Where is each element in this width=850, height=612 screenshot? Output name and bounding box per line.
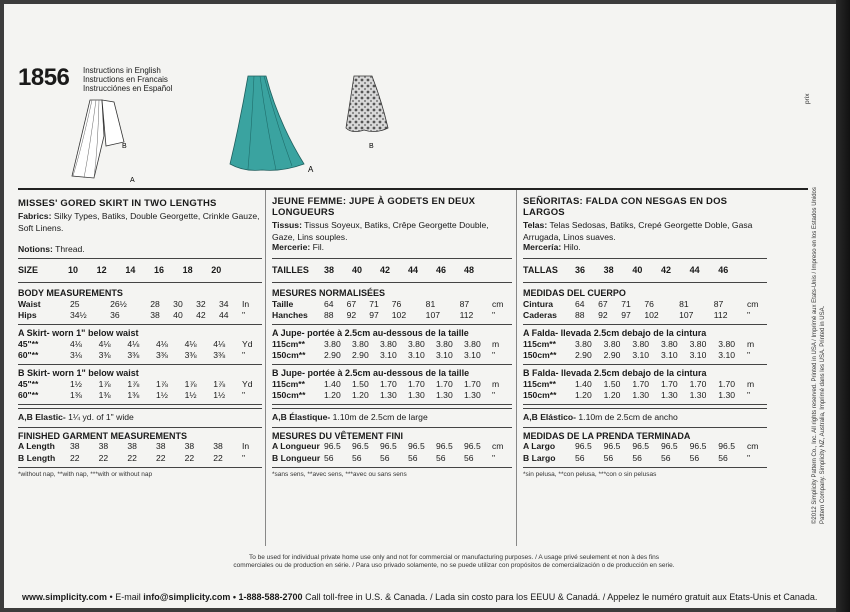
language-french: Instructions en Francais xyxy=(83,75,168,84)
table-row: 150cm** 2.90 2.90 3.10 3.10 3.10 3.10 " xyxy=(272,350,496,361)
legal-line-1: To be used for individual private home use only and not for commercial or manufacturing purposes. / A usage privé seulement et non à des fins xyxy=(248,554,660,561)
french-size-row: TAILLES 38 40 42 44 46 48 xyxy=(272,264,475,275)
english-title: MISSES' GORED SKIRT IN TWO LENGTHS xyxy=(18,198,217,209)
english-column xyxy=(18,190,262,478)
table-row: 150cm** 2.90 2.90 3.10 3.10 3.10 3.10 " xyxy=(523,350,751,361)
phone-text: Call toll-free in U.S. & Canada. / Lada sin costo para los EEUU & Canadá. / Appelez le numéro gratuit aux Etats-Unis et Canada. xyxy=(305,592,818,602)
view-a-label: A xyxy=(130,177,135,184)
footer-contact: www.simplicity.com • E-mail info@simplicity.com • 1-888-588-2700 Call toll-free in U.S. & Canada. / Lada sin costo para los EEUU & Canadá. / Appelez le numéro gratuit aux Etats-Unis et Canada. xyxy=(22,592,818,602)
spanish-column xyxy=(523,190,767,478)
english-skirt-b-yardage-title: B Skirt- worn 1" below waist xyxy=(18,368,139,378)
english-size-row: SIZE 10 12 14 16 18 20 xyxy=(18,264,222,275)
english-footnote: *without nap, **with nap, ***with or without nap xyxy=(18,470,153,478)
french-elastic: A,B Élastique- 1.10m de 2.5cm de large xyxy=(272,412,428,422)
table-row: A Length 38 38 38 38 38 38 In xyxy=(18,441,250,452)
french-notions: Mercerie: Fil. xyxy=(272,242,325,252)
divider-1 xyxy=(265,190,266,546)
pattern-number: 1856 xyxy=(18,64,70,91)
spanish-notions: Mercería: Hilo. xyxy=(523,242,581,252)
french-skirt-a-yardage-title: A Jupe- portée à 2.5cm au-dessous de la taille xyxy=(272,328,469,338)
table-row: 45"** 1½ 1⅞ 1⅞ 1⅞ 1⅞ 1⅞ Yd xyxy=(18,378,253,389)
english-notions: Notions: Thread. xyxy=(18,244,85,254)
english-skirt-b-yardage-table xyxy=(18,378,262,401)
table-row: 115cm** 3.80 3.80 3.80 3.80 3.80 3.80 m xyxy=(272,338,500,349)
french-column xyxy=(272,190,512,478)
table-row: Taille 64 67 71 76 81 87 cm xyxy=(272,298,504,309)
french-finished-table xyxy=(272,441,512,464)
side-copyright-1: ©2012 Simplicity Pattern Co., Inc. All rights reserved. Printed in USA / Imprimé aux Etats-Unis / Impreso en los Estados Unidos xyxy=(812,187,818,524)
skirt-b-outline xyxy=(102,100,124,146)
email-link[interactable]: info@simplicity.com xyxy=(143,592,231,602)
table-row: Hanches 88 92 97 102 107 112 " xyxy=(272,310,496,321)
english-finished-table xyxy=(18,441,262,464)
table-row: Caderas 88 92 97 102 107 112 " xyxy=(523,310,751,321)
table-row: 60"** 1⅜ 1⅜ 1⅜ 1½ 1½ 1½ " xyxy=(18,390,246,401)
table-row: B Length 22 22 22 22 22 22 " xyxy=(18,452,246,463)
table-row: B Longueur 56 56 56 56 56 56 " xyxy=(272,452,496,463)
table-row: 115cm** 3.80 3.80 3.80 3.80 3.80 3.80 m xyxy=(523,338,755,349)
spanish-skirt-a-yardage-title: A Falda- llevada 2.5cm debajo de la cintura xyxy=(523,328,707,338)
french-body-title: MESURES NORMALISÉES xyxy=(272,288,386,298)
spanish-finished-title: MEDIDAS DE LA PRENDA TERMINADA xyxy=(523,430,691,441)
skirt-b-label: B xyxy=(369,143,374,150)
table-row: Hips 34½ 36 38 40 42 44 " xyxy=(18,310,246,321)
french-footnote: *sans sens, **avec sens, ***avec ou sans sens xyxy=(272,470,407,478)
french-body-table xyxy=(272,298,512,321)
spanish-elastic: A,B Elástico- 1.10m de 2.5cm de ancho xyxy=(523,412,678,422)
table-row: B Largo 56 56 56 56 56 56 " xyxy=(523,452,751,463)
spanish-title: SEÑORITAS: FALDA CON NESGAS EN DOS LARGOS xyxy=(523,196,728,218)
table-row: 115cm** 1.40 1.50 1.70 1.70 1.70 1.70 m xyxy=(523,378,755,389)
skirt-a-label: A xyxy=(308,165,314,174)
french-skirt-b-yardage-title: B Jupe- portée à 2.5cm au-dessous de la taille xyxy=(272,368,470,378)
side-copyright-2: Pattern Company. Simplicity NZ, Australia, Imprimé dans les USA. Printed in USA. xyxy=(820,305,826,524)
french-body-measurements xyxy=(272,288,512,478)
english-skirt-a-yardage-title: A Skirt- worn 1" below waist xyxy=(18,328,139,338)
divider-2 xyxy=(516,190,517,546)
table-row: 150cm** 1.20 1.20 1.30 1.30 1.30 1.30 " xyxy=(523,390,751,401)
table-row: 150cm** 1.20 1.20 1.30 1.30 1.30 1.30 " xyxy=(272,390,496,401)
spanish-size-row: TALLAS 36 38 40 42 44 46 xyxy=(523,264,729,275)
spanish-body-table xyxy=(523,298,767,321)
language-english: Instructions in English xyxy=(83,66,161,75)
spanish-body-title: MEDIDAS DEL CUERPO xyxy=(523,288,626,298)
legal-notice xyxy=(154,554,754,570)
spanish-skirt-a-yardage-table xyxy=(523,338,767,361)
envelope-edge xyxy=(836,0,850,612)
price-label: prix xyxy=(804,93,811,104)
spanish-skirt-b-yardage-table xyxy=(523,378,767,401)
english-body-title: BODY MEASUREMENTS xyxy=(18,288,123,298)
phone-number: • 1-888-588-2700 xyxy=(232,592,303,602)
table-row: Cintura 64 67 71 76 81 87 cm xyxy=(523,298,759,309)
table-row: 45"** 4⅛ 4⅛ 4⅛ 4⅛ 4⅛ 4⅛ Yd xyxy=(18,338,253,349)
skirt-b-illustration xyxy=(342,72,392,152)
french-skirt-a-yardage-table xyxy=(272,338,512,361)
spanish-skirt-b-yardage-title: B Falda- llevada 2.5cm debajo de la cintura xyxy=(523,368,707,378)
table-row: 115cm** 1.40 1.50 1.70 1.70 1.70 1.70 m xyxy=(272,378,500,389)
language-spanish: Instrucciónes en Español xyxy=(83,84,173,93)
english-skirt-a-yardage-table xyxy=(18,338,262,361)
website-link[interactable]: www.simplicity.com xyxy=(22,592,108,602)
french-fabrics: Tissus: Tissus Soyeux, Batiks, Crêpe Georgette Double, Gaze, Lins souples. xyxy=(272,220,489,242)
french-finished-title: MESURES DU VÊTEMENT FINI xyxy=(272,430,404,441)
english-finished-title: FINISHED GARMENT MEASUREMENTS xyxy=(18,430,188,441)
spanish-fabrics: Telas: Telas Sedosas, Batiks, Crepé Georgette Doble, Gasa Arrugada, Linos suaves. xyxy=(523,220,753,242)
language-list xyxy=(83,66,172,93)
view-b-label: B xyxy=(122,143,127,150)
french-skirt-b-yardage-table xyxy=(272,378,512,401)
legal-line-2: commerciales ou de production en série. / Para uso privado solamente, no se puede utilizar con propósitos de comercialización o de producción en serie. xyxy=(233,562,675,569)
skirt-a-illustration xyxy=(226,72,316,176)
english-elastic: A,B Elastic- 1¼ yd. of 1" wide xyxy=(18,412,134,422)
skirt-a-outline xyxy=(72,100,104,178)
spanish-body-measurements xyxy=(523,288,767,478)
table-row: A Largo 96.5 96.5 96.5 96.5 96.5 96.5 cm xyxy=(523,441,759,452)
english-body-table xyxy=(18,298,262,321)
english-body-measurements xyxy=(18,288,262,478)
french-title: JEUNE FEMME: JUPE À GODETS EN DEUX LONGUEURS xyxy=(272,196,476,218)
table-row: A Longueur 96.5 96.5 96.5 96.5 96.5 96.5 cm xyxy=(272,441,504,452)
english-fabrics: Fabrics: Silky Types, Batiks, Double Georgette, Crinkle Gauze, Soft Linens. xyxy=(18,211,260,233)
pattern-envelope-back xyxy=(4,4,840,608)
skirt-line-drawing xyxy=(64,96,144,186)
table-row: 60"** 3⅛ 3⅜ 3⅜ 3⅜ 3⅜ 3⅜ " xyxy=(18,350,246,361)
table-row: Waist 25 26½ 28 30 32 34 In xyxy=(18,298,250,309)
spanish-finished-table xyxy=(523,441,767,464)
spanish-footnote: *sin pelusa, **con pelusa, ***con o sin pelusas xyxy=(523,470,657,478)
